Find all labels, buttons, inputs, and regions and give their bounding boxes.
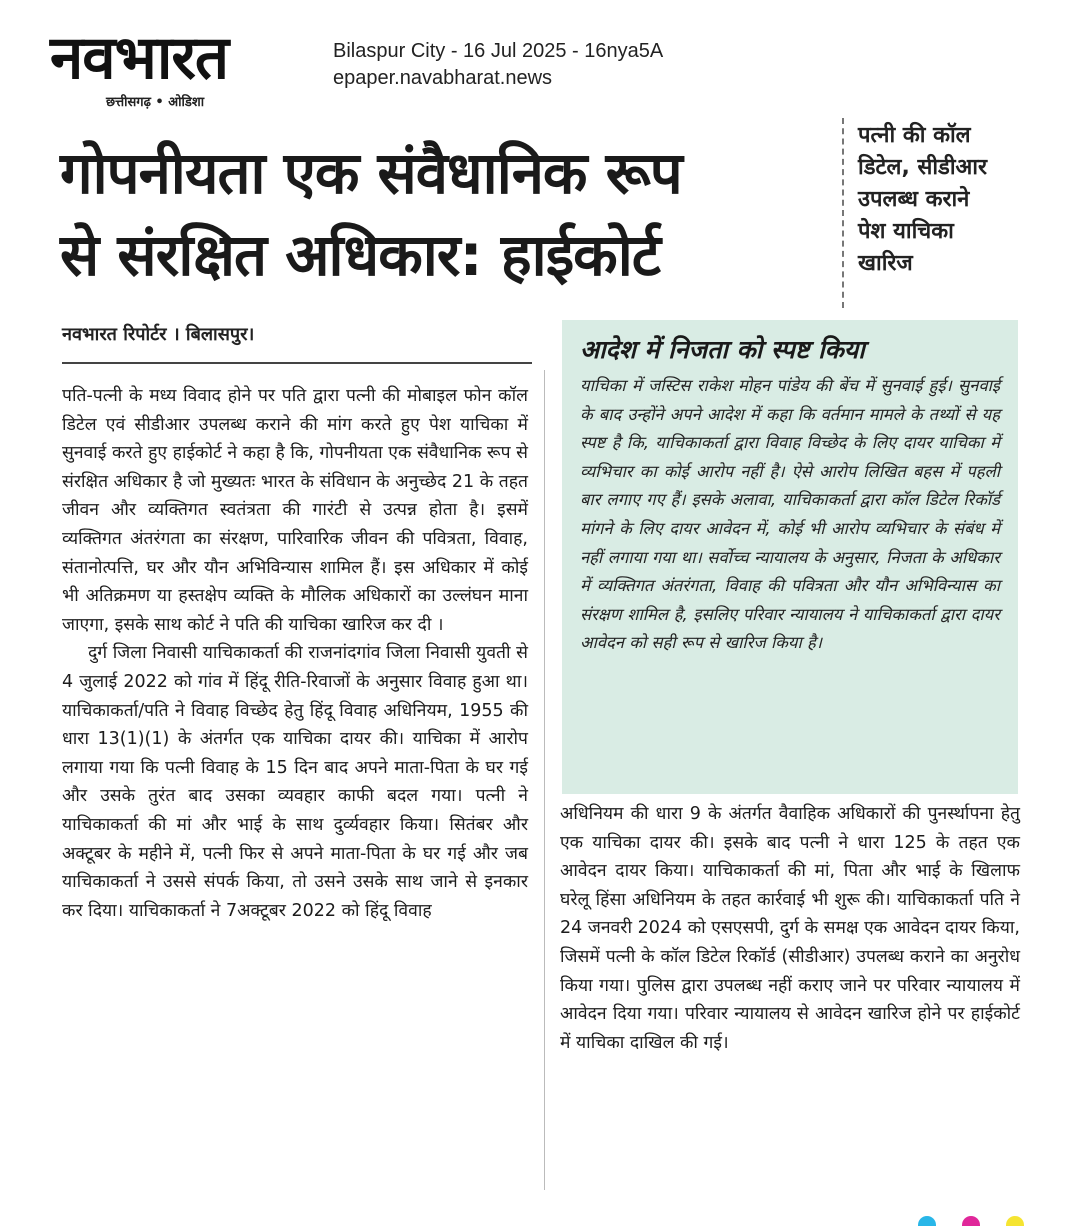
headline-line-1: गोपनीयता एक संवैधानिक रूप: [60, 139, 682, 207]
registration-mark-cyan: [918, 1216, 936, 1226]
edition-info: Bilaspur City - 16 Jul 2025 - 16nya5A: [333, 40, 664, 62]
article-paragraph: दुर्ग जिला निवासी याचिकाकर्ता की राजनांदगांव जिला निवासी युवती से 4 जुलाई 2022 को गांव में हिंदू रीति-रिवाजों के अनुसार विवाह हुआ था। याचिकाकर्ता/पति ने विवाह विच्छेद हेतु हिंदू विवाह अधिनियम, 1955 की धारा 13(1)(1) के अंतर्गत एक याचिका दायर की। याचिका में आरोप लगाया गया कि पत्नी विवाह के 15 दिन बाद अपने माता-पिता के घर गई और उसके तुरंत बाद उसका व्यवहार काफी बदल गया। पत्नी ने याचिकाकर्ता की मां और भाई के साथ दुर्व्यवहार किया। सितंबर और अक्टूबर के महीने में, पत्नी फिर से अपने माता-पिता के घर गई और जब याचिकाकर्ता ने उससे संपर्क किया, तो उसने उसके साथ जाने से इनकार कर दिया। याचिकाकर्ता ने 7अक्टूबर 2022 को हिंदू विवाह: [62, 643, 528, 921]
deck-line: डिटेल, सीडीआर: [858, 155, 988, 180]
deck-summary: [858, 120, 1058, 280]
deck-line: पत्नी की कॉल: [858, 123, 971, 148]
logo-region-subtext: छत्तीसगढ़ • ओडिशा: [106, 95, 205, 110]
logo-wordmark: नवभारत: [50, 23, 229, 93]
article-paragraph: पति-पत्नी के मध्य विवाद होने पर पति द्वारा पत्नी की मोबाइल फोन कॉल डिटेल एवं सीडीआर उपलब्ध कराने की मांग करते हुए पेश याचिका में सुनवाई करते हुए हाईकोर्ट ने कहा है कि, गोपनीयता एक संवैधानिक रूप से संरक्षित अधिकार है जो मुख्यतः भारत के संविधान के अनुच्छेद 21 के तहत जीवन और व्यक्तिगत स्वतंत्रता की गारंटी से उत्पन्न होता है। इसमें व्यक्तिगत अंतरंगता का संरक्षण, पारिवारिक जीवन की पवित्रता, विवाह, संतानोत्पत्ति, घर और यौन अभिविन्यास शामिल हैं। इस अधिकार में कोई भी अतिक्रमण या हस्तक्षेप व्यक्ति के मौलिक अधिकारों का उल्लंघन माना जाएगा, इसके साथ कोर्ट ने पति की याचिका खारिज कर दी ।: [62, 386, 528, 635]
article-left-column: [62, 382, 528, 925]
registration-mark-yellow: [1006, 1216, 1024, 1226]
newspaper-logo: [50, 23, 308, 112]
site-url: epaper.navabharat.news: [333, 67, 553, 89]
column-divider: [544, 370, 545, 1190]
registration-mark-magenta: [962, 1216, 980, 1226]
deck-line: खारिज: [858, 251, 913, 276]
box-title: आदेश में निजता को स्पष्ट किया: [580, 335, 865, 364]
byline-rule: [62, 362, 532, 364]
article-right-column: [560, 800, 1020, 1057]
headline: [60, 132, 830, 296]
headline-line-2: से संरक्षित अधिकार: हाईकोर्ट: [60, 221, 660, 289]
deck-line: उपलब्ध कराने: [858, 187, 970, 212]
headline-divider: [842, 118, 844, 308]
byline: नवभारत रिपोर्टर । बिलासपुर।: [62, 324, 255, 345]
highlight-box: [562, 320, 1018, 794]
box-body: याचिका में जस्टिस राकेश मोहन पांडेय की बेंच में सुनवाई हुई। सुनवाई के बाद उन्होंने अपने आदेश में कहा कि वर्तमान मामले के तथ्यों से यह स्पष्ट है कि, याचिकाकर्ता द्वारा विवाह विच्छेद के लिए दायर याचिका में व्यभिचार का कोई आरोप नहीं है। ऐसे आरोप लिखित बहस में पहली बार लगाए गए हैं। इसके अलावा, याचिकाकर्ता द्वारा कॉल डिटेल रिकॉर्ड मांगने के लिए दायर आवेदन में, कोई भी आरोप व्यभिचार के संबंध में नहीं लगाया गया था। सर्वोच्च न्यायालय के अनुसार, निजता के अधिकार में व्यक्तिगत अंतरंगता, विवाह की पवित्रता और यौन अभिविन्यास का संरक्षण शामिल है, इसलिए परिवार न्यायालय ने याचिकाकर्ता द्वारा दायर आवेदन को सही रूप से खारिज किया है।: [580, 376, 1000, 653]
article-paragraph: अधिनियम की धारा 9 के अंतर्गत वैवाहिक अधिकारों की पुनर्स्थापना हेतु एक याचिका दायर की। इसके बाद पत्नी ने धारा 125 के तहत एक आवेदन दायर किया। याचिकाकर्ता की मां, पिता और भाई के खिलाफ घरेलू हिंसा अधिनियम के तहत कार्रवाई भी शुरू की। याचिकाकर्ता पति ने 24 जनवरी 2024 को एसएसपी, दुर्ग के समक्ष एक आवेदन दायर किया, जिसमें पत्नी के कॉल डिटेल रिकॉर्ड (सीडीआर) उपलब्ध कराने का अनुरोध किया गया। पुलिस द्वारा उपलब्ध नहीं कराए जाने पर परिवार न्यायालय में आवेदन दिया गया। परिवार न्यायालय से आवेदन खारिज होने पर हाईकोर्ट में याचिका दाखिल की गई।: [560, 804, 1020, 1053]
deck-line: पेश याचिका: [858, 219, 954, 244]
